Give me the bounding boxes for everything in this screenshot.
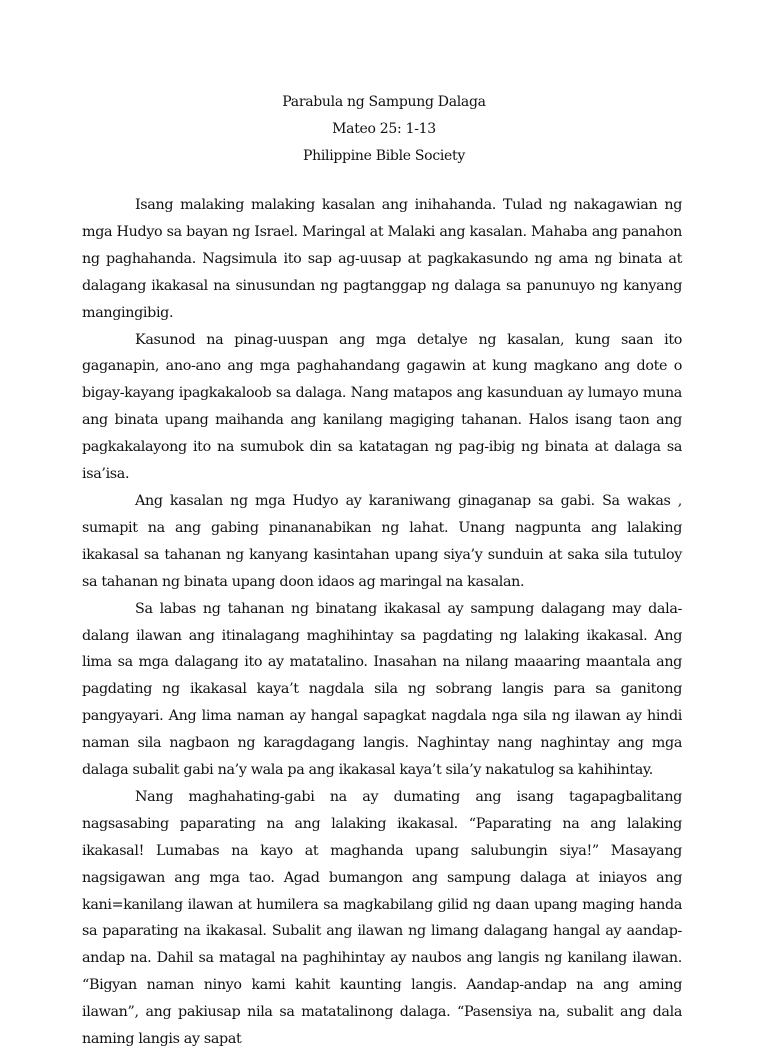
paragraph-5: Nang maghahating-gabi na ay dumating ang isang tagapagbalitang nagsasabing paparating na ang lalaking ikakasal. “Paparating na ang lalaking ikakasal! Lumabas na kayo at maghanda upang salubungin siya!” Masayang nagsigawan ang mga tao. Agad bumangon ang sampung dalaga at iniayos ang kani=kanilang ilawan at humilera sa magkabilang gilid ng daan upang maging handa sa paparating na ikakasal. Subalit ang ilawan ng limang dalagang hangal ay aandap-andap na. Dahil sa matagal na paghihintay ay naubos ang langis ng kanilang ilawan. “Bigyan naman ninyo kami kahit kaunting langis. Aandap-andap na ang aming ilawan”, ang pakiusap nila sa matatalinong dalaga. “Pasensiya na, subalit ang dala naming langis ay sapat bbox=[82, 788, 682, 1048]
scripture-reference: Mateo 25: 1-13 bbox=[332, 121, 436, 137]
document-title: Parabula ng Sampung Dalaga bbox=[282, 94, 486, 110]
paragraph-4: Sa labas ng tahanan ng binatang ikakasal ay sampung dalagang may dala-dalang ilawan ang itinalagang maghihintay sa pagdating ng lalaking ikakasal. Ang lima sa mga dalagang ito ay matatalino. Inasahan na nilang maaaring maantala ang pagdating ng ikakasal kaya’t nagdala sila ng sobrang langis para sa ganitong pangyayari. Ang lima naman ay hangal sapagkat nagdala nga sila ng ilawan ay hindi naman sila nagbaon ng karagdagang langis. Naghintay nang naghintay ang mga dalaga subalit gabi na’y wala pa ang ikakasal kaya’t sila’y nakatulog sa kahihintay. bbox=[82, 600, 682, 779]
document-body bbox=[82, 192, 682, 1053]
paragraph-3: Ang kasalan ng mga Hudyo ay karaniwang ginaganap sa gabi. Sa wakas , sumapit na ang gabing pinananabikan ng lahat. Unang nagpunta ang lalaking ikakasal sa tahanan ng kanyang kasintahan upang siya’y sunduin at saka sila tutuloy sa tahanan ng binata upang doon idaos ag maringal na kasalan. bbox=[82, 492, 682, 590]
document-source: Philippine Bible Society bbox=[303, 148, 465, 164]
paragraph-2: Kasunod na pinag-uuspan ang mga detalye ng kasalan, kung saan ito gaganapin, ano-ano ang mga paghahandang gagawin at kung magkano ang dote o bigay-kayang ipagkakaloob sa dalaga. Nang matapos ang kasunduan ay lumayo muna ang binata upang maihanda ang kanilang magiging tahanan. Halos isang taon ang pagkakalayong ito na sumubok din sa katatagan ng pag-ibig ng binata at dalaga sa isa’isa. bbox=[82, 331, 682, 483]
paragraph-1: Isang malaking malaking kasalan ang inihahanda. Tulad ng nakagawian ng mga Hudyo sa bayan ng Israel. Maringal at Malaki ang kasalan. Mahaba ang panahon ng paghahanda. Nagsimula ito sap ag-uusap at pagkakasundo ng ama ng binata at dalagang ikakasal na sinusundan ng pagtanggap ng dalaga sa panunuyo ng kanyang mangingibig. bbox=[82, 197, 682, 321]
